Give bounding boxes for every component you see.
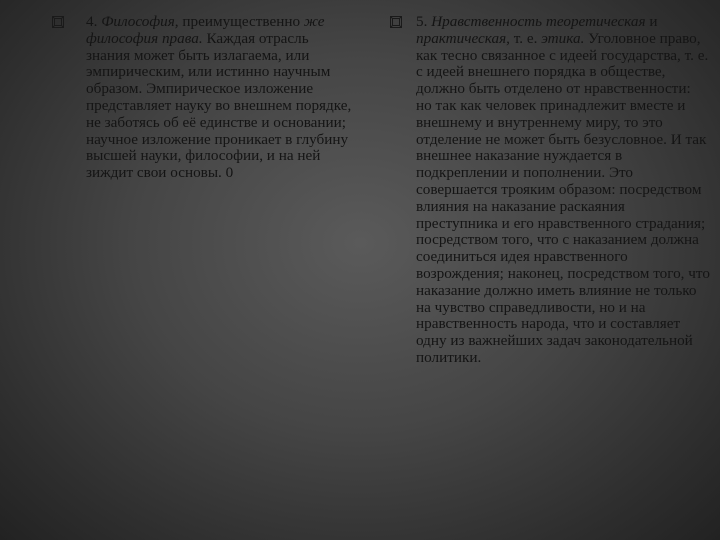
right-text-2: т. е.	[509, 29, 542, 47]
right-paragraph	[416, 14, 710, 367]
right-number: 5.	[416, 13, 428, 30]
right-column	[390, 14, 710, 367]
right-italic-2: практическая,	[416, 29, 510, 47]
right-text-1: и	[645, 13, 658, 30]
left-italic-subtitle: же философия права.	[86, 13, 325, 47]
square-bullet-icon	[52, 16, 64, 28]
left-text-1: преимущественно	[178, 13, 301, 30]
left-italic-title: Философия,	[101, 13, 179, 30]
left-column	[52, 14, 352, 182]
right-italic-3: этика.	[541, 29, 585, 47]
left-text-2: Каждая отрасль знания может быть излагаема, или эмпирическим, или истинно научным образом. Эмпирическое изложение представляет науку во внешнем порядке, не заботясь об её единстве и основании; научное изложение проникает в глубину высшей науки, философии, и на ней зиждит свои основы. 0	[86, 29, 352, 182]
left-paragraph	[86, 14, 352, 182]
left-number: 4.	[86, 13, 98, 30]
square-bullet-icon	[390, 16, 402, 28]
right-text-3: Уголовное право, как тесно связанное с идеей государства, т. е. с идеей внешнего порядка в обществе, должно быть отделено от нравственности: но так как человек принадлежит вместе и внешнему и внутреннему миру, то это отделение не может быть безусловное. И так внешнее наказание нуждается в подкреплении и пополнении. Это совершается трояким образом: посредством влияния на наказание раскаяния преступника и его нравственного страдания; посредством того, что с наказанием должна соединиться идея нравственного возрождения; наконец, посредством того, что наказание должно иметь влияние не только на чувство справедливости, но и на нравственность народа, что и составляет одну из важнейших задач законодательной политики.	[416, 29, 710, 366]
right-italic-title: Нравственность теоретическая	[431, 13, 646, 30]
